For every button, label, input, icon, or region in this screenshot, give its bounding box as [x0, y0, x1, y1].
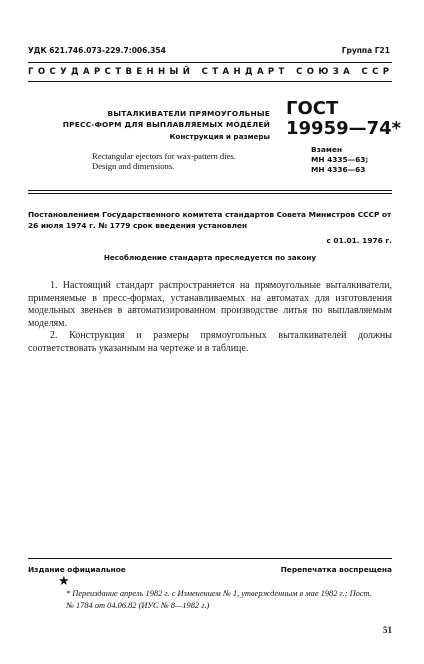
- paragraph-2-text: 2. Конструкция и размеры прямоугольных выталкивателей должны соответствовать указанным на чертеже и в таблице.: [28, 330, 392, 354]
- english-title-line-2: Design and dimensions.: [92, 161, 175, 171]
- star-icon: ★: [58, 574, 70, 589]
- violation-notice: Несоблюдение стандарта преследуется по закону: [103, 253, 317, 262]
- section-rule: [28, 190, 392, 191]
- group-code: Группа Г21: [341, 46, 390, 55]
- paragraph-2: [28, 330, 392, 355]
- replaces-block: [311, 145, 368, 175]
- english-title-line-1: Rectangular ejectors for wax-pattern dies.: [92, 151, 236, 161]
- udk-code: УДК 621.746.073-229.7:006.354: [28, 46, 166, 55]
- page-number: 51: [383, 625, 392, 635]
- top-rule-lower: [28, 81, 392, 82]
- english-title: [60, 151, 292, 171]
- paragraph-1: [28, 280, 392, 330]
- gos-standard-heading: ГОСУДАРСТВЕННЫЙ СТАНДАРТ СОЮЗА ССР: [28, 67, 394, 77]
- decree-date: с 01.01. 1976 г.: [326, 236, 392, 245]
- replaces-label: Взамен: [311, 145, 343, 154]
- gost-designation: [286, 99, 401, 139]
- document-title: [60, 108, 270, 130]
- gost-number: 19959—74*: [286, 118, 402, 139]
- replaces-standard-1: МН 4335—63;: [311, 155, 369, 164]
- top-rule: [28, 62, 392, 63]
- replaces-standard-2: МН 4336—63: [311, 165, 366, 174]
- paragraph-1-text: 1. Настоящий стандарт распространяется на прямоугольные выталкиватели, применяемые в пресс-формах, устанавливаемых на автоматах для изготовления модельных звеньев в автоматизированном производстве литья по выплавляемым моделям.: [28, 280, 392, 329]
- section-rule-thin: [28, 193, 392, 194]
- footer-rule: [28, 558, 392, 559]
- gost-label: ГОСТ: [286, 98, 339, 119]
- reprint-prohibited-label: Перепечатка воспрещена: [280, 565, 392, 574]
- reissue-footnote: * Переиздание апрель 1982 г. с Изменением № 1, утвержденным в мае 1982 г.; Пост. № 1784 от 04.06.82 (ИУС № 8—1982 г.): [66, 589, 372, 610]
- document-subtitle: Конструкция и размеры: [169, 132, 270, 141]
- official-edition-label: Издание официальное: [28, 565, 126, 574]
- title-line-2: ПРЕСС-ФОРМ ДЛЯ ВЫПЛАВЛЯЕМЫХ МОДЕЛЕЙ: [62, 120, 270, 129]
- decree-text: Постановлением Государственного комитета стандартов Совета Министров СССР от 26 июля 1974 г. № 1779 срок введения установлен: [28, 210, 392, 230]
- title-line-1: ВЫТАЛКИВАТЕЛИ ПРЯМОУГОЛЬНЫЕ: [107, 109, 270, 118]
